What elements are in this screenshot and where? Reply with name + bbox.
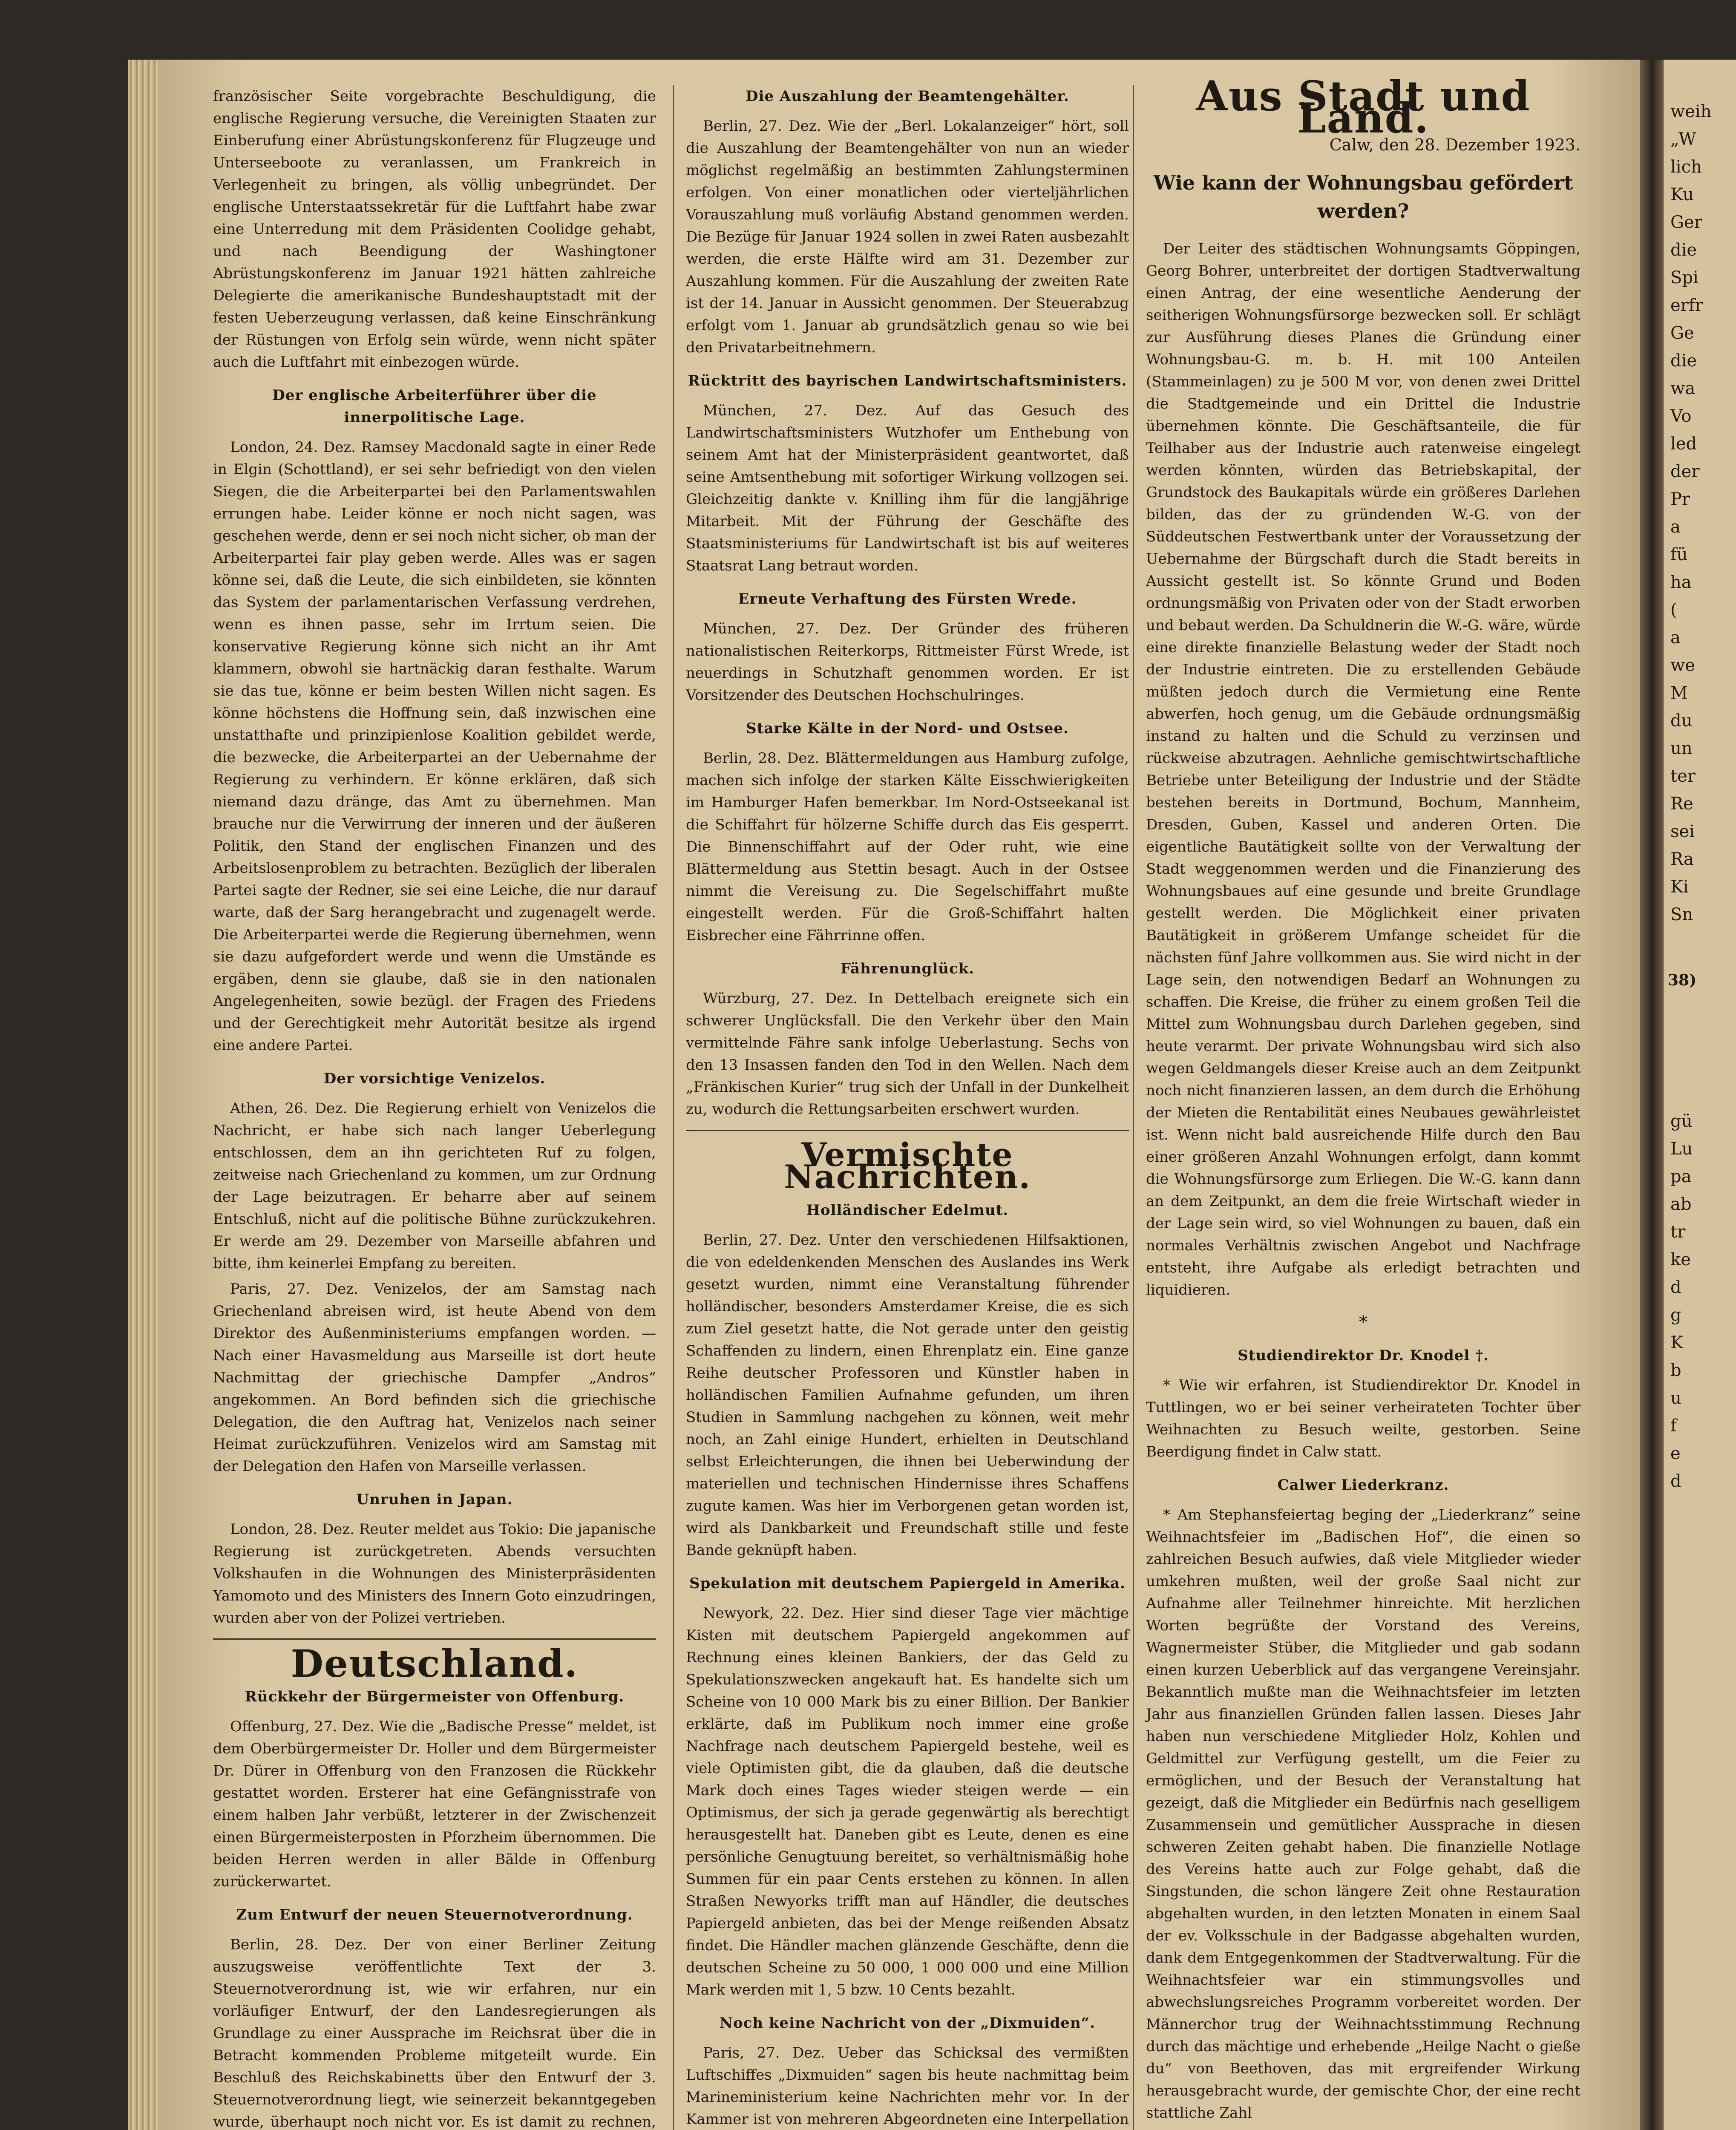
adjacent-line: u: [1670, 1388, 1681, 1408]
article-papiergeld: Newyork, 22. Dez. Hier sind dieser Tage vier mächtige Kisten mit deutschem Papiergeld angekommen auf Rechnung eines kleinen Bankiers, der das Geld zu Spekulationszwecken angekauft hat. Es handelte sich um Scheine von 10 000 Mark bis zu einer Billion. Der Bankier erklärte, daß im Publikum noch immer eine große Nachfrage nach deutschem Papiergeld bestehe, weil es viele Optimisten gibt, die da glauben, daß die deutsche Mark doch eines Tages wieder steigen werde — ein Optimismus, der sich ja gerade gegenwärtig als berechtigt herausgestellt hat. Daneben gibt es Leute, denen es eine persönliche Genugtuung bereitet, so verhältnismäßig hohe Summen für ein paar Cents erstehen zu können. In allen Straßen Newyorks trifft man auf Händler, die deutsches Papiergeld anbieten, das bei der Menge reißenden Absatz findet. Die Händler machen glänzende Geschäfte, denn die deutschen Scheine zu 50 000, 1 000 000 und eine Million Mark werden mit 1, 5 bzw. 10 Cents bezahlt.: [686, 1605, 1129, 1998]
adjacent-line: ter: [1670, 766, 1696, 786]
adjacent-line: d: [1670, 1278, 1681, 1297]
section-divider: [213, 1638, 656, 1640]
adjacent-line: pa: [1670, 1167, 1692, 1186]
section-vermischte: Vermischte Nachrichten.: [784, 1136, 1031, 1196]
article-london: London, 24. Dez. Ramsey Macdonald sagte in einer Rede in Elgin (Schottland), er sei sehr befriedigt von den vielen Siegen, die die Arbeiterpartei bei den Parlamentswahlen errungen habe. Leider könne er noch nicht sagen, was geschehen werde, denn er sei noch nicht sicher, ob man der Arbeiterpartei fair play geben werde. Alles was er sagen könne sei, daß die Leute, die sich einbildeten, sie könnten das System der parlamentarischen Verfassung verdrehen, wenn es ihnen passe, sehr im Irrtum seien. Die konservative Regierung könne sich nicht an ihr Amt klammern, obwohl sie hartnäckig daran festhalte. Warum sie das tue, könne er beim besten Willen nicht sagen. Es könne höchstens die Hoffnung sein, daß inzwischen eine unstatthafte und prinzipienlose Koalition gebildet werde, die bezwecke, die Arbeiterpartei an der Uebernahme der Regierung zu verhindern. Er könne erklären, daß sich niemand dazu dränge, das Amt zu übernehmen. Man brauche nur die Verwirrung der inneren und der äußeren Politik, den Stand der englischen Finanzen und des Arbeitslosenproblem zu betrachten. Bezüglich der liberalen Partei sagte der Redner, sie sei eine Leiche, die nur darauf warte, daß der Sarg herangebracht und zugenagelt werde. Die Arbeiterpartei werde die Regierung übernehmen, wenn sie dazu aufgefordert werde und wenn die Umstände es ergäben, denn sie glaube, daß sie in den nationalen Angelegenheiten, sowie bezügl. der Fragen des Friedens und der Gerechtigkeit mehr Autorität besitze als irgend eine andere Partei.: [213, 439, 656, 1054]
adjacent-line: wa: [1670, 379, 1696, 398]
dateline: Calw, den 28. Dezember 1923.: [1329, 135, 1581, 154]
separator-star: *: [1359, 1313, 1367, 1332]
adjacent-line: Re: [1670, 794, 1693, 814]
headline-kaelte: Starke Kälte in der Nord- und Ostsee.: [746, 720, 1069, 737]
article-wohnungsbau: Der Leiter des städtischen Wohnungsamts Göppingen, Georg Bohrer, unterbreitet der dortigen Stadtverwaltung einen Antrag, der eine wesentliche Aenderung der seitherigen Wohnungsfürsorge bezwecken soll. Er schlägt zur Ausführung dieses Planes die Gründung einer Wohnungsbau-G. m. b. H. mit 100 Anteilen (Stammeinlagen) zu je 500 M vor, von denen zwei Drittel die Stadtgemeinde und ein Drittel die Industrie übernehmen könnte. Die Geschäftsanteile, die für Teilhaber aus der Industrie auch ratenweise eingelegt werden könnten, würden das Betriebskapital, der Grundstock des Baukapitals würde ein größeres Darlehen bilden, das der zu gründenden W.-G. von der Süddeutschen Festwertbank unter der Voraussetzung der Uebernahme der Bürgschaft durch die Stadt bereits in Aussicht gestellt ist. So könnte Grund und Boden ordnungsmäßig von Privaten oder von der Stadt erworben und bebaut werden. Da Schuldnerin die W.-G. wäre, würde eine direkte finanzielle Belastung weder der Stadt noch der Industrie eintreten. Die zu erstellenden Gebäude müßten jedoch durch die Vermietung eine Rente abwerfen, hoch genug, um die Gebäude ordnungsmäßig instand zu halten und die Schuld zu verzinsen und rückweise abzutragen. Aehnliche gemischtwirtschaftliche Betriebe unter Beteiligung der Industrie und der Städte bestehen bereits in Dortmund, Bochum, Mannheim, Dresden, Guben, Kassel und anderen Orten. Die eigentliche Bautätigkeit sollte von der Verwaltung der Stadt weggenommen werden und die Finanzierung des Wohnungsbaues auf eine gesunde und breite Grundlage gestellt werden. Die Möglichkeit einer privaten Bautätigkeit in größerem Umfange scheidet für die nächsten fünf Jahre vollkommen aus. Sie wird nicht in der Lage sein, den notwendigen Bedarf an Wohnungen zu schaffen. Die Kreise, die früher zu einem großen Teil die Mittel zum Wohnungsbau durch Darlehen gegeben, sind heute verarmt. Der private Wohnungsbau wird sich also wegen Geldmangels dieser Kreise auch an dem Zeitpunkt noch nicht finanzieren lassen, an dem durch die Erhöhung der Mieten die Rentabilität eines Neubaues gewährleistet ist. Wenn nicht bald ausreichende Hilfe durch den Bau einer größeren Anzahl Wohnungen erfolgt, dann kommt die Wohnungsfürsorge zum Erliegen. Die W.-G. kann dann an dem Zeitpunkt, an dem die freie Wirtschaft wieder in der Lage sein wird, so viel Wohnungen zu bauen, daß ein normales Verhältnis zwischen Angebot und Nachfrage entsteht, ihre Aufgabe als erledigt betrachten und liquidieren.: [1146, 240, 1581, 1298]
adjacent-line: K: [1670, 1333, 1683, 1353]
column-2: [686, 85, 1129, 2130]
headline-minister: Rücktritt des bayrischen Landwirtschaftsministers.: [688, 372, 1127, 389]
headline-dixmuiden: Noch keine Nachricht von der „Dixmuiden“.: [719, 2015, 1096, 2032]
headline-wrede: Erneute Verhaftung des Fürsten Wrede.: [738, 590, 1077, 607]
adjacent-line: „W: [1670, 130, 1696, 149]
adjacent-line: Sn: [1670, 905, 1693, 924]
adjacent-line: lich: [1670, 157, 1702, 177]
article-edelmut: Berlin, 27. Dez. Unter den verschiedenen Hilfsaktionen, die von edeldenkenden Menschen des Auslandes ins Werk gesetzt wurden, nimmt eine Veranstaltung führender holländischer, besonders Amsterdamer Kreise, die es sich zum Ziel gesetzt hatte, die Not gerade unter den geistig Schaffenden zu lindern, einen Ehrenplatz ein. Eine ganze Reihe deutscher Professoren und Künstler haben in holländischen Familien Aufnahme gefunden, um ihren Studien in Sammlung nachgehen zu können, weit mehr noch, an Zahl einige Hundert, erhielten in Deutschland selbst Erleichterungen, die ihnen bei Ueberwindung der materiellen und technischen Hindernisse ihres Schaffens zugute kamen. Was hier im Verborgenen getan worden ist, wird als Dankbarkeit und Freundschaft stille und feste Bande geknüpft haben.: [686, 1232, 1129, 1559]
article-paris: Paris, 27. Dez. Venizelos, der am Samstag nach Griechenland abreisen wird, ist heute Abend von dem Direktor des Außenministeriums empfangen worden. — Nach einer Havasmeldung aus Marseille ist dort heute Nachmittag der griechische Dampfer „Andros“ angekommen. An Bord befinden sich die griechische Delegation, die den Auftrag hat, Venizelos nach seiner Heimat zurückzuführen. Venizelos wird am Samstag mit der Delegation den Hafen von Marseille verlassen.: [213, 1281, 656, 1475]
headline-offenburg: Rückkehr der Bürgermeister von Offenburg.: [245, 1688, 625, 1705]
column-rule-2: [1133, 85, 1134, 2130]
article-athen: Athen, 26. Dez. Die Regierung erhielt von Venizelos die Nachricht, er habe sich nach langer Ueberlegung entschlossen, dem an ihn gerichteten Ruf zu folgen, zeitweise nach Griechenland zu kommen, um zur Ordnung der Lage beizutragen. Er beharre aber auf seinem Entschluß, nicht auf die politische Bühne zurückzukehren. Er werde am 29. Dezember von Marseille abfahren und bitte, ihm keinerlei Empfang zu bereiten.: [213, 1100, 656, 1272]
article-liederkranz: * Am Stephansfeiertag beging der „Liederkranz“ seine Weihnachtsfeier im „Badischen Hof“, die einen so zahlreichen Besuch aufwies, daß viele Mitglieder wieder umkehren mußten, weil der große Saal nicht zur Aufnahme aller Teilnehmer hinreichte. Mit herzlichen Worten begrüßte der Vorstand des Vereins, Wagnermeister Stüber, die Mitglieder und gab sodann einen kurzen Ueberblick auf das vergangene Vereinsjahr. Bekanntlich mußte man die Weihnachtsfeier im letzten Jahr aus finanziellen Gründen fallen lassen. Dieses Jahr haben nun verschiedene Mitglieder Holz, Kohlen und Geldmittel zur Verfügung gestellt, um die Feier zu ermöglichen, und der Besuch der Veranstaltung hat gezeigt, daß die Mitglieder ein Bedürfnis nach geselligem Zusammensein und gemütlicher Aussprache in diesen schweren Zeiten gehabt haben. Die finanzielle Notlage des Vereins hatte auch zur Folge gehabt, daß die Singstunden, die schon längere Zeit ohne Restauration abgehalten wurden, in den letzten Monaten in einem Saal der ev. Volksschule in der Badgasse abgehalten wurden, dank dem Entgegenkommen der Stadtverwaltung. Für die Weihnachtsfeier war ein stimmungsvolles und abwechslungsreiches Programm vorbereitet worden. Der Männerchor trug der Weihnachtsstimmung Rechnung durch das mächtige und erhebende „Heilge Nacht o gieße du“ von Beethoven, das mit ergreifender Wirkung herausgebracht wurde, der gemischte Chor, der eine recht stattliche Zahl: [1146, 1506, 1581, 2121]
adjacent-line: d: [1670, 1471, 1681, 1491]
article-kaelte: Berlin, 28. Dez. Blättermeldungen aus Hamburg zufolge, machen sich infolge der starken Kälte Eisschwierigkeiten im Hamburger Hafen bemerkbar. Im Nord-Ostseekanal ist die Schiffahrt für hölzerne Schiffe durch das Eis gesperrt. Die Binnenschiffahrt auf der Oder ruht, wie eine Blättermeldung aus Stettin besagt. Auch in der Ostsee nimmt die Vereisung zu. Die Segelschiffahrt mußte eingestellt werden. Für die Groß-Schiffahrt halten Eisbrecher eine Fährrinne offen.: [686, 750, 1129, 944]
article-wrede: München, 27. Dez. Der Gründer des früheren nationalistischen Reiterkorps, Rittmeister Fürst Wrede, ist neuerdings in Schutzhaft genommen worden. Er ist Vorsitzender des Deutschen Hochschulringes.: [686, 620, 1129, 704]
headline-edelmut: Holländischer Edelmut.: [806, 1202, 1009, 1219]
newspaper-page: [158, 60, 1640, 2130]
adjacent-line: fü: [1670, 545, 1688, 564]
adjacent-line: f: [1670, 1416, 1677, 1436]
adjacent-line: die: [1670, 351, 1697, 371]
article-intro: französischer Seite vorgebrachte Beschuldigung, die englische Regierung versuche, die Vereinigten Staaten zur Einberufung einer Abrüstungskonferenz für Flugzeuge und Unterseeboote zu veranlassen, um Frankreich in Verlegenheit zu bringen, als völlig unbegründet. Der englische Unterstaatssekretär für die Luftfahrt habe zwar eine Unterredung mit dem Präsidenten Coolidge gehabt, und nach Beendigung der Washingtoner Abrüstungskonferenz im Januar 1921 hätten zahlreiche Delegierte die amerikanische Bundeshauptstadt mit der festen Ueberzeugung verlassen, daß keine Einschränkung der Rüstungen von Erfolg sein würde, wenn nicht später auch die Luftfahrt mit einbezogen würde.: [213, 88, 656, 371]
adjacent-line: weih: [1670, 102, 1712, 121]
headline-liederkranz: Calwer Liederkranz.: [1277, 1477, 1449, 1494]
column-rule-1: [673, 85, 674, 2130]
adjacent-line: (: [1670, 600, 1677, 620]
adjacent-line: Pr: [1670, 489, 1690, 509]
headline-venizelos: Der vorsichtige Venizelos.: [323, 1070, 546, 1087]
adjacent-line: ha: [1670, 573, 1692, 592]
adjacent-line: a: [1670, 517, 1681, 537]
page-edge: [128, 60, 162, 2130]
column-1: [213, 85, 656, 2130]
headline-beamten: Die Auszahlung der Beamtengehälter.: [746, 88, 1069, 105]
adjacent-line: we: [1670, 656, 1695, 675]
article-offenburg: Offenburg, 27. Dez. Wie die „Badische Presse“ meldet, ist dem Oberbürgermeister Dr. Holler und dem Bürgermeister Dr. Dürer in Offenburg von den Franzosen die Rückkehr gestattet worden. Ersterer hat eine Gefängnisstrafe von einem halben Jahr verbüßt, letzterer in der Zwischenzeit einen Bürgermeisterposten in Pforzheim übernommen. Die beiden Herren werden in aller Bälde in Offenburg zurückerwartet.: [213, 1718, 656, 1890]
column-3: [1146, 72, 1581, 2127]
adjacent-line: gü: [1670, 1111, 1693, 1131]
adjacent-line: ke: [1670, 1250, 1691, 1269]
section-divider: [686, 1130, 1129, 1131]
adjacent-line: Ra: [1670, 849, 1694, 869]
adjacent-page-number: 38): [1668, 971, 1697, 989]
article-dixmuiden: Paris, 27. Dez. Ueber das Schicksal des vermißten Luftschiffes „Dixmuiden“ sagen bis heute nachmittag beim Marineministerium keine Nachrichten mehr vor. In der Kammer ist von mehreren Abgeordneten eine Interpellation: [686, 2044, 1129, 2128]
adjacent-line: Vo: [1670, 406, 1692, 426]
book-gutter: [1640, 60, 1664, 2130]
adjacent-line: die: [1670, 240, 1697, 260]
adjacent-line: der: [1670, 462, 1700, 481]
adjacent-line: e: [1670, 1444, 1681, 1463]
adjacent-line: sei: [1670, 822, 1695, 841]
adjacent-line: Ku: [1670, 185, 1694, 204]
adjacent-line: erfr: [1670, 296, 1703, 315]
article-steuer: Berlin, 28. Dez. Der von einer Berliner Zeitung auszugsweise veröffentlichte Text der 3. Steuernotverordnung ist, wie wir erfahren, nur ein vorläufiger Entwurf, der den Landesregierungen als Grundlage zu einer Aussprache im Reichsrat über die in Betracht kommenden Probleme mitgeteilt wurde. Ein Beschluß des Reichskabinetts über den Entwurf der 3. Steuernotverordnung liegt, wie seinerzeit bekanntgegeben wurde, überhaupt noch nicht vor. Es ist damit zu rechnen,: [213, 1936, 656, 2130]
article-faehre: Würzburg, 27. Dez. In Dettelbach ereignete sich ein schwerer Unglücksfall. Die den Verkehr über den Main vermittelnde Fähre sank infolge Ueberlastung. Sechs von den 13 Insassen fanden den Tod in den Wellen. Nach dem „Fränkischen Kurier“ trug sich der Unfall in der Dunkelheit zu, wodurch die Rettungsarbeiten erschwert wurden.: [686, 990, 1129, 1118]
article-japan: London, 28. Dez. Reuter meldet aus Tokio: Die japanische Regierung ist zurückgetreten. Abends versuchten Volkshaufen in die Wohnungen des Ministerpräsidenten Yamomoto und des Ministers des Innern Goto einzudringen, wurden aber von der Polizei vertrieben.: [213, 1521, 656, 1626]
adjacent-line: Ger: [1670, 213, 1702, 232]
adjacent-line: tr: [1670, 1222, 1686, 1242]
adjacent-line: Lu: [1670, 1139, 1693, 1159]
headline-arbeiterfuehrer: Der englische Arbeiterführer über die innerpolitische Lage.: [272, 387, 597, 426]
adjacent-line: Ge: [1670, 323, 1694, 343]
headline-steuer: Zum Entwurf der neuen Steuernotverordnung.: [236, 1906, 633, 1923]
adjacent-line: un: [1670, 739, 1693, 758]
adjacent-line: led: [1670, 434, 1697, 454]
adjacent-page-fragment: [1664, 60, 1736, 2130]
adjacent-line: M: [1670, 683, 1688, 703]
section-deutschland: Deutschland.: [291, 1641, 579, 1686]
headline-wohnungsbau: Wie kann der Wohnungsbau gefördert werden?: [1153, 171, 1573, 222]
headline-papiergeld: Spekulation mit deutschem Papiergeld in Amerika.: [689, 1575, 1126, 1592]
headline-knodel: Studiendirektor Dr. Knodel †.: [1238, 1347, 1489, 1364]
adjacent-line: Ki: [1670, 877, 1689, 897]
adjacent-line: g: [1670, 1305, 1681, 1325]
adjacent-page-lines: [1664, 60, 1736, 1495]
article-minister: München, 27. Dez. Auf das Gesuch des Landwirtschaftsministers Wutzhofer um Enthebung von seinem Amt hat der Ministerpräsident geantwortet, daß seine Amtsenthebung mit sofortiger Wirkung vollzogen sei. Gleichzeitig dankte v. Knilling ihm für die langjährige Mitarbeit. Mit der Führung der Geschäfte des Staatsministeriums für Landwirtschaft ist bis auf weiteres Staatsrat Lang betraut worden.: [686, 402, 1129, 574]
headline-japan: Unruhen in Japan.: [356, 1491, 513, 1508]
section-aus-stadt-und-land: Aus Stadt und Land.: [1196, 72, 1531, 142]
headline-faehre: Fährenunglück.: [840, 960, 975, 977]
adjacent-line: b: [1670, 1361, 1681, 1380]
adjacent-line: ab: [1670, 1195, 1692, 1214]
adjacent-line: du: [1670, 711, 1693, 731]
article-knodel: * Wie wir erfahren, ist Studiendirektor Dr. Knodel in Tuttlingen, wo er bei seiner verheirateten Tochter über Weihnachten zu Besuch weilte, gestorben. Seine Beerdigung findet in Calw statt.: [1146, 1377, 1581, 1460]
article-beamten: Berlin, 27. Dez. Wie der „Berl. Lokalanzeiger“ hört, soll die Auszahlung der Beamtengehälter von nun an wieder möglichst regelmäßig an bestimmten Zahlungsterminen erfolgen. Von einer monatlichen oder vierteljährlichen Vorauszahlung muß vorläufig Abstand genommen werden. Die Bezüge für Januar 1924 sollen in zwei Raten ausbezahlt werden, die erste Hälfte wird am 31. Dezember zur Auszahlung kommen. Für die Auszahlung der zweiten Rate ist der 14. Januar in Aussicht genommen. Der Steuerabzug erfolgt vom 1. Januar ab grundsätzlich genau so wie bei den Privatarbeitnehmern.: [686, 118, 1129, 356]
adjacent-line: a: [1670, 628, 1681, 648]
adjacent-line: Spi: [1670, 268, 1699, 288]
